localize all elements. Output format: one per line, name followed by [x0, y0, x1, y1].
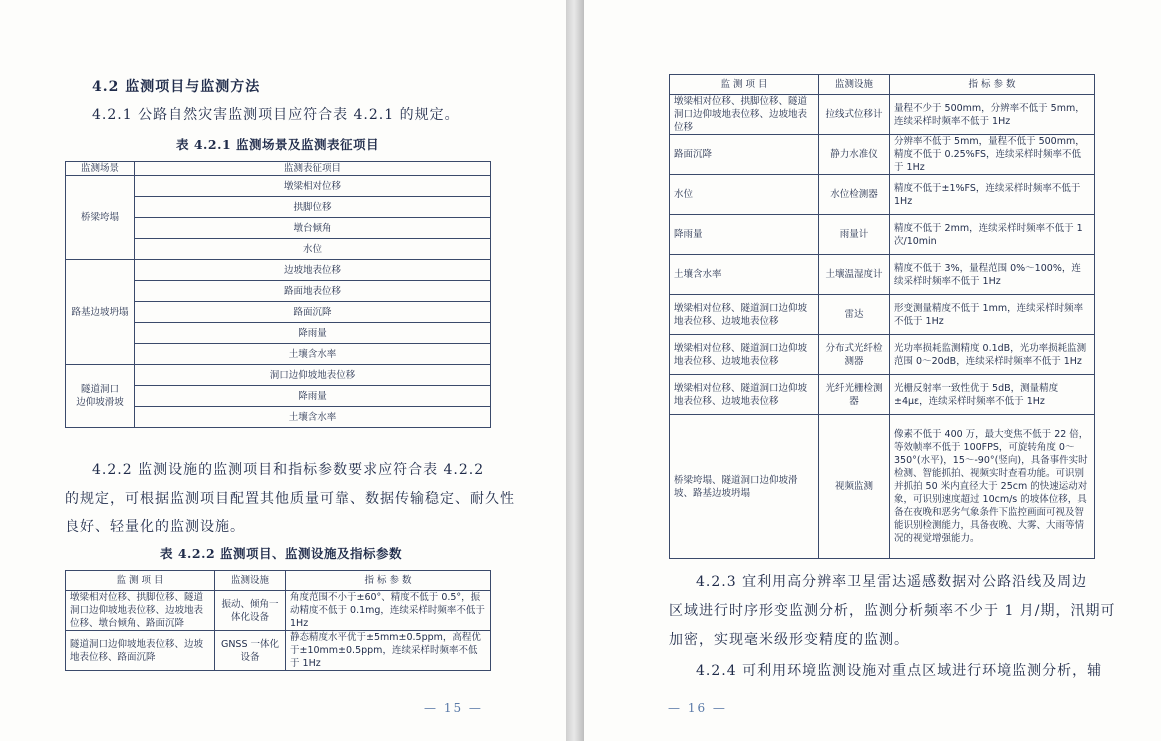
device-cell: GNSS 一体化设备	[215, 631, 286, 671]
table-header-items: 监测表征项目	[135, 162, 491, 176]
param-cell: 形变测量精度不低于 1mm，连续采样时频率不低于 1Hz	[890, 295, 1095, 335]
paragraph-4-2-3-line-3: 加密，实现毫米级形变精度的监测。	[669, 632, 909, 648]
param-cell: 静态精度水平优于±5mm±0.5ppm，高程优于±10mm±0.5ppm，连续采样时频率不低于 1Hz	[286, 631, 491, 671]
table-4-2-2-continued	[669, 74, 1095, 559]
device-cell: 光纤光栅检测器	[819, 375, 890, 415]
item-cell: 路面地表位移	[135, 281, 491, 302]
param-cell: 精度不低于 2mm，连续采样时频率不低于 1 次/10min	[890, 215, 1095, 255]
table-4-2-1	[65, 161, 491, 428]
book-gutter	[566, 0, 584, 741]
item-cell: 墩梁相对位移	[135, 176, 491, 197]
paragraph-4-2-3-line-1: 4.2.3 宜利用高分辨率卫星雷达遥感数据对公路沿线及周边	[696, 574, 1088, 590]
paragraph-4-2-1: 4.2.1 公路自然灾害监测项目应符合表 4.2.1 的规定。	[92, 107, 460, 123]
device-cell: 拉线式位移计	[819, 95, 890, 135]
page-number: — 15 —	[424, 701, 483, 715]
param-cell: 光栅反射率一致性优于 5dB，测量精度±4με，连续采样时频率不低于 1Hz	[890, 375, 1095, 415]
table-header-device: 监测设施	[215, 571, 286, 591]
item-cell: 水位	[670, 175, 819, 215]
device-cell: 土壤温湿度计	[819, 255, 890, 295]
device-cell: 分布式光纤检测器	[819, 335, 890, 375]
item-cell: 墩梁相对位移、拱脚位移、隧道洞口边仰坡地表位移、边坡地表位移	[670, 95, 819, 135]
item-cell: 隧道洞口边仰坡地表位移、边坡地表位移、路面沉降	[66, 631, 215, 671]
paragraph-4-2-2-line-3: 良好、轻量化的监测设施。	[65, 519, 245, 535]
param-cell: 精度不低于 3%，量程范围 0%～100%，连续采样时频率不低于 1Hz	[890, 255, 1095, 295]
item-cell: 洞口边仰坡地表位移	[135, 365, 491, 386]
item-cell: 边坡地表位移	[135, 260, 491, 281]
right-page	[584, 0, 1161, 741]
device-cell: 视频监测	[819, 415, 890, 559]
item-cell: 墩梁相对位移、隧道洞口边仰坡地表位移、边坡地表位移	[670, 375, 819, 415]
left-page	[0, 0, 566, 741]
device-cell: 振动、倾角一体化设备	[215, 591, 286, 631]
item-cell: 桥梁垮塌、隧道洞口边仰坡滑坡、路基边坡坍塌	[670, 415, 819, 559]
paragraph-4-2-4-line-1: 4.2.4 可利用环境监测设施对重点区域进行环境监测分析，辅	[696, 663, 1103, 679]
item-cell: 墩梁相对位移、拱脚位移、隧道洞口边仰坡地表位移、边坡地表位移、墩台倾角、路面沉降	[66, 591, 215, 631]
table-header-item: 监 测 项 目	[670, 75, 819, 95]
item-cell: 降雨量	[670, 215, 819, 255]
item-cell: 墩梁相对位移、隧道洞口边仰坡地表位移、边坡地表位移	[670, 295, 819, 335]
device-cell: 雷达	[819, 295, 890, 335]
item-cell: 降雨量	[135, 386, 491, 407]
table-4-2-1-caption: 表 4.2.1 监测场景及监测表征项目	[176, 137, 380, 152]
table-header-device: 监测设施	[819, 75, 890, 95]
scene-cell: 隧道洞口 边仰坡滑坡	[66, 365, 135, 428]
item-cell: 墩台倾角	[135, 218, 491, 239]
param-cell: 量程不少于 500mm，分辨率不低于 5mm，连续采样时频率不低于 1Hz	[890, 95, 1095, 135]
section-heading: 4.2 监测项目与监测方法	[92, 79, 261, 95]
param-cell: 分辨率不低于 5mm，量程不低于 500mm，精度不低于 0.25%FS，连续采样时频率不低于 1Hz	[890, 135, 1095, 175]
device-cell: 雨量计	[819, 215, 890, 255]
item-cell: 墩梁相对位移、隧道洞口边仰坡地表位移、边坡地表位移	[670, 335, 819, 375]
param-cell: 角度范围不小于±60°、精度不低于 0.5°，振动精度不低于 0.1mg，连续采样时频率不低于 1Hz	[286, 591, 491, 631]
item-cell: 土壤含水率	[670, 255, 819, 295]
param-cell: 像素不低于 400 万，最大变焦不低于 22 倍，等效帧率不低于 100FPS，可旋转角度 0～350°(水平)，15～-90°(竖向)，具备事件实时检测、智能抓拍、视频实时查看功能。可识别并抓拍 50 米内直径大于 25cm 的快速运动对象，可识别速度超过 10cm/s 的坡体位移，具备在夜晚和恶劣气象条件下监控画面可视及智能识别检测能力，具备夜晚、大雾、大雨等情况的视觉增强能力。	[890, 415, 1095, 559]
paragraph-4-2-2-line-2: 的规定，可根据监测项目配置其他质量可靠、数据传输稳定、耐久性	[65, 491, 515, 507]
item-cell: 水位	[135, 239, 491, 260]
device-cell: 静力水准仪	[819, 135, 890, 175]
table-4-2-2-caption: 表 4.2.2 监测项目、监测设施及指标参数	[160, 546, 403, 561]
paragraph-4-2-3-line-2: 区域进行时序形变监测分析，监测分析频率不少于 1 月/期，汛期可	[669, 603, 1116, 619]
table-header-scene: 监测场景	[66, 162, 135, 176]
item-cell: 土壤含水率	[135, 344, 491, 365]
paragraph-4-2-2-line-1: 4.2.2 监测设施的监测项目和指标参数要求应符合表 4.2.2	[92, 462, 485, 478]
table-4-2-2	[65, 570, 491, 671]
table-header-item: 监 测 项 目	[66, 571, 215, 591]
scene-cell: 桥梁垮塌	[66, 176, 135, 260]
table-header-param: 指 标 参 数	[286, 571, 491, 591]
page-number: — 16 —	[668, 701, 727, 715]
item-cell: 路面沉降	[670, 135, 819, 175]
item-cell: 路面沉降	[135, 302, 491, 323]
param-cell: 光功率损耗监测精度 0.1dB，光功率损耗监测范围 0～20dB，连续采样时频率不低于 1Hz	[890, 335, 1095, 375]
device-cell: 水位检测器	[819, 175, 890, 215]
item-cell: 拱脚位移	[135, 197, 491, 218]
scene-cell: 路基边坡坍塌	[66, 260, 135, 365]
param-cell: 精度不低于±1%FS，连续采样时频率不低于 1Hz	[890, 175, 1095, 215]
table-header-param: 指 标 参 数	[890, 75, 1095, 95]
item-cell: 土壤含水率	[135, 407, 491, 428]
item-cell: 降雨量	[135, 323, 491, 344]
